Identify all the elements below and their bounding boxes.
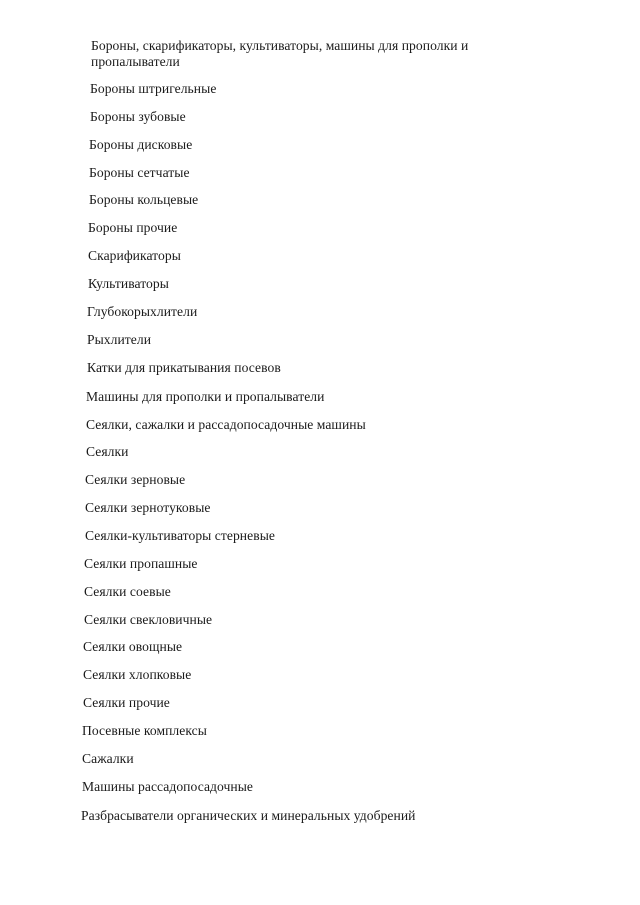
list-item: Сеялки свекловичные bbox=[84, 612, 213, 627]
list-item: Бороны, скарификаторы, культиваторы, машины для прополки и пропалыватели bbox=[91, 38, 469, 69]
list-item: Бороны кольцевые bbox=[89, 192, 199, 207]
list-item: Культиваторы bbox=[88, 276, 169, 291]
list-item: Сеялки-культиваторы стерневые bbox=[85, 528, 275, 543]
list-item: Сеялки bbox=[86, 444, 129, 459]
list-item: Рыхлители bbox=[87, 332, 152, 347]
list-item: Машины рассадопосадочные bbox=[82, 779, 253, 794]
list-item: Машины для прополки и пропалыватели bbox=[86, 389, 325, 404]
list-item: Сажалки bbox=[82, 751, 134, 766]
list-item: Бороны штригельные bbox=[90, 81, 217, 96]
list-item: Сеялки пропашные bbox=[84, 556, 198, 571]
list-item: Глубокорыхлители bbox=[87, 304, 198, 319]
list-item: Катки для прикатывания посевов bbox=[87, 360, 281, 375]
list-item: Сеялки соевые bbox=[84, 584, 171, 599]
list-item: Сеялки зернотуковые bbox=[85, 500, 211, 515]
list-item: Сеялки зерновые bbox=[85, 472, 186, 487]
list-item: Бороны прочие bbox=[88, 220, 178, 235]
list-item: Сеялки хлопковые bbox=[83, 667, 192, 682]
list-item: Бороны сетчатые bbox=[89, 165, 190, 180]
list-item: Сеялки, сажалки и рассадопосадочные машины bbox=[86, 417, 366, 432]
list-item: Скарификаторы bbox=[88, 248, 181, 263]
list-item: Разбрасыватели органических и минеральных удобрений bbox=[81, 808, 416, 823]
list-item: Бороны дисковые bbox=[89, 137, 193, 152]
list-item: Сеялки прочие bbox=[83, 695, 170, 710]
list-item: Сеялки овощные bbox=[83, 639, 183, 654]
list-item: Посевные комплексы bbox=[82, 723, 207, 738]
list-item: Бороны зубовые bbox=[90, 109, 186, 124]
